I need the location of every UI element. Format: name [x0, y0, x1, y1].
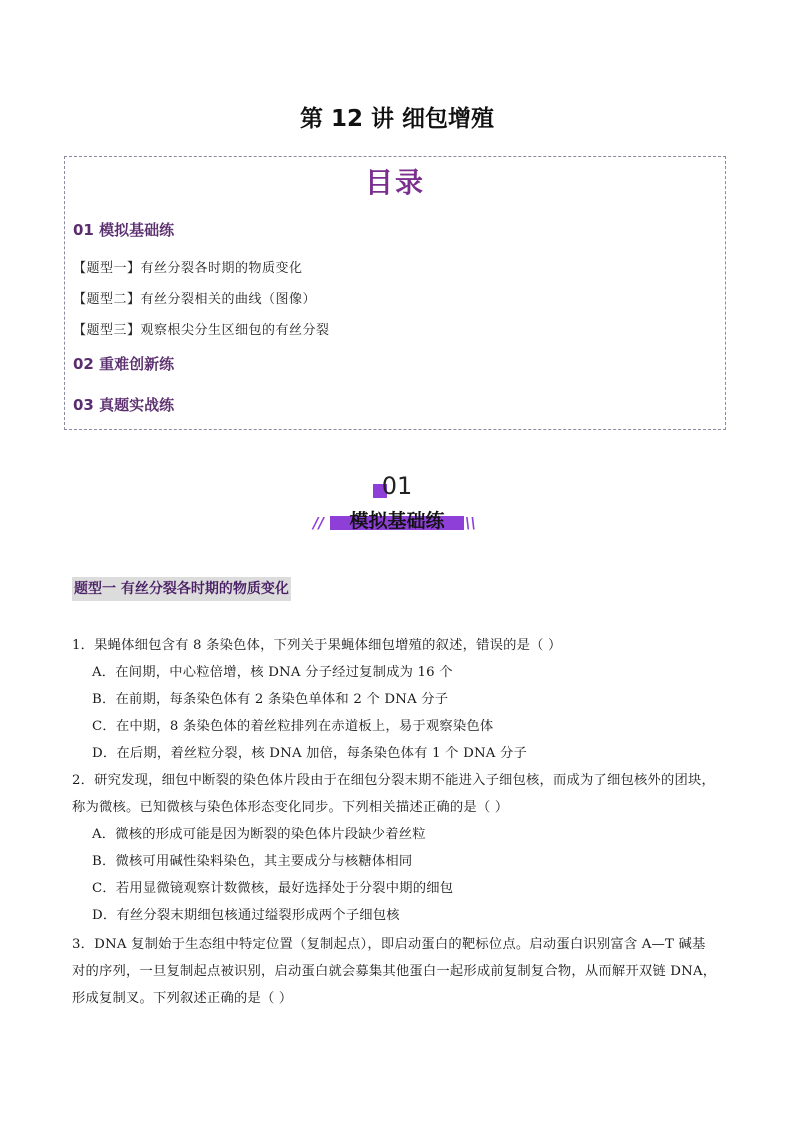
toc-item-difficult-practice[interactable]: 02 重难创新练	[73, 355, 175, 373]
question-type-banner: 题型一 有丝分裂各时期的物质变化	[72, 577, 291, 601]
question-1-option-a[interactable]: A．在间期，中心粒倍增，核 DNA 分子经过复制成为 16 个	[92, 665, 453, 680]
question-1-option-d[interactable]: D．在后期，着丝粒分裂，核 DNA 加倍，每条染色体有 1 个 DNA 分子	[92, 746, 528, 761]
toc-item-basic-practice[interactable]: 01 模拟基础练	[73, 221, 175, 239]
toc-item-real-exam-practice[interactable]: 03 真题实战练	[73, 396, 175, 414]
question-2-stem-line-1: 2．研究发现，细包中断裂的染色体片段由于在细包分裂末期不能进入子细包核，而成为了细包核外的团块，	[72, 773, 716, 788]
question-2-option-d[interactable]: D．有丝分裂末期细包核通过缢裂形成两个子细包核	[92, 908, 400, 923]
section-left-mark: //	[313, 514, 324, 532]
question-1-stem: 1．果蝇体细包含有 8 条染色体，下列关于果蝇体细包增殖的叙述，错误的是（ ）	[72, 638, 562, 653]
question-3-stem-line-1: 3．DNA 复制始于生态组中特定位置（复制起点），即启动蛋白的靶标位点。启动蛋白识别富含 A—T 碱基	[72, 937, 706, 952]
toc-heading: 目录	[364, 166, 425, 199]
page-title: 第 12 讲 细包增殖	[299, 106, 495, 132]
question-1-option-c[interactable]: C．在中期，8 条染色体的着丝粒排列在赤道板上，易于观察染色体	[92, 719, 494, 734]
question-3-stem-line-2: 对的序列，一旦复制起点被识别，启动蛋白就会募集其他蛋白一起形成前复制复合物，从而解开双链 DNA，	[72, 964, 717, 979]
table-of-contents	[64, 156, 726, 430]
toc-item-type-3[interactable]: 【题型三】观察根尖分生区细包的有丝分裂	[73, 323, 330, 338]
toc-item-type-2[interactable]: 【题型二】有丝分裂相关的曲线（图像）	[73, 292, 317, 307]
question-2-stem-line-2: 称为微核。已知微核与染色体形态变化同步。下列相关描述正确的是（ ）	[72, 800, 509, 815]
question-3-stem-line-3: 形成复制叉。下列叙述正确的是（ ）	[72, 991, 293, 1006]
section-number: 01	[381, 472, 413, 500]
question-2-option-b[interactable]: B．微核可用碱性染料染色，其主要成分与核糖体相同	[92, 854, 413, 869]
section-right-mark: \\	[465, 514, 476, 532]
section-title: 模拟基础练	[349, 510, 445, 532]
question-2-option-a[interactable]: A．微核的形成可能是因为断裂的染色体片段缺少着丝粒	[92, 827, 426, 842]
question-1-option-b[interactable]: B．在前期，每条染色体有 2 条染色单体和 2 个 DNA 分子	[92, 692, 449, 707]
toc-item-type-1[interactable]: 【题型一】有丝分裂各时期的物质变化	[73, 261, 303, 276]
question-2-option-c[interactable]: C．若用显微镜观察计数微核，最好选择处于分裂中期的细包	[92, 881, 454, 896]
